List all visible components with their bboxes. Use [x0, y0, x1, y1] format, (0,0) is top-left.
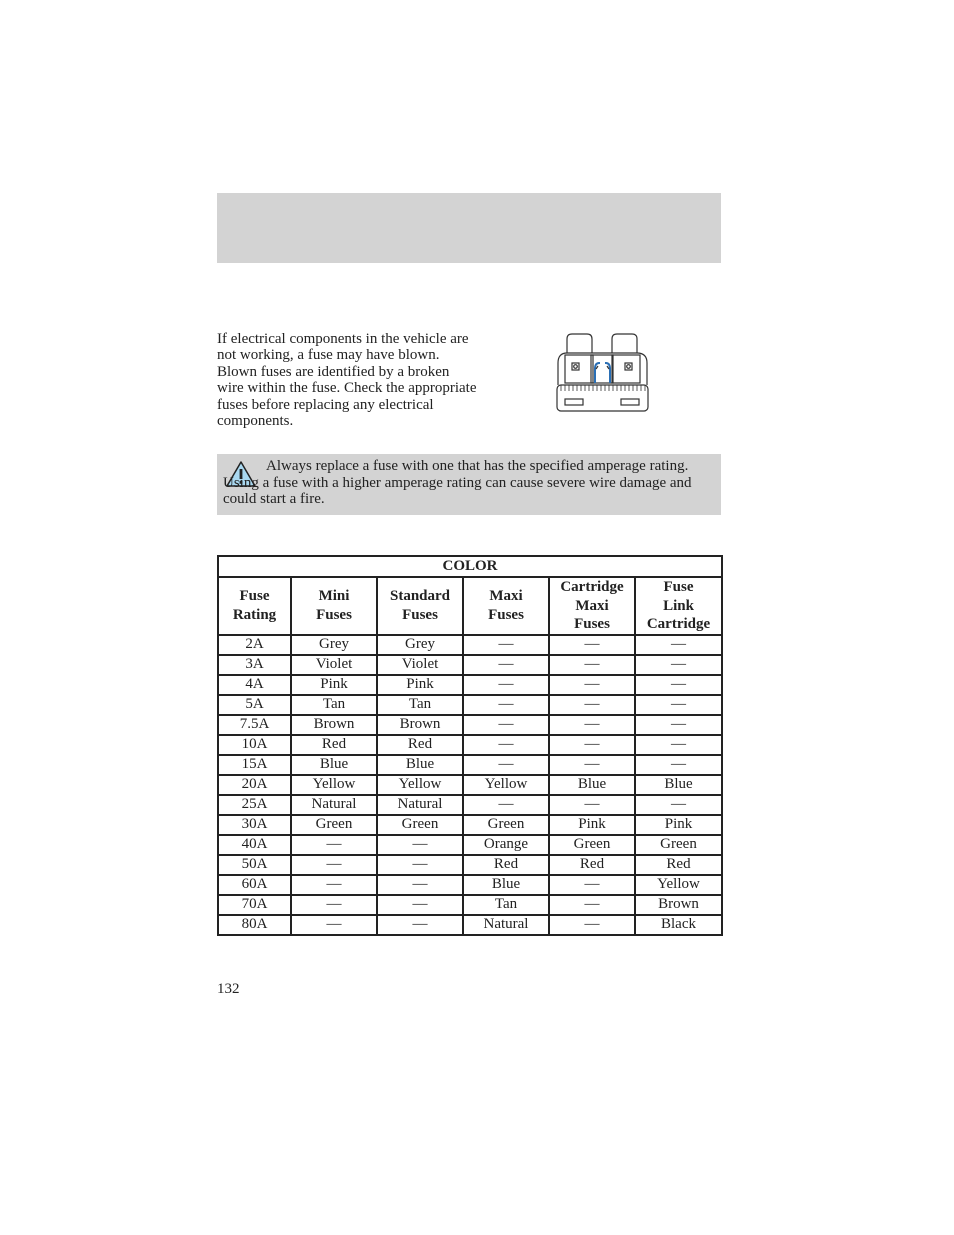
- table-cell: —: [635, 795, 722, 815]
- table-cell: 40A: [218, 835, 291, 855]
- table-cell: —: [377, 895, 463, 915]
- table-cell: 60A: [218, 875, 291, 895]
- table-cell: —: [549, 875, 635, 895]
- fuse-color-table: [217, 555, 723, 936]
- table-cell: —: [635, 695, 722, 715]
- table-cell: Tan: [291, 695, 377, 715]
- table-cell: Blue: [549, 775, 635, 795]
- table-cell: —: [463, 655, 549, 675]
- table-cell: Green: [377, 815, 463, 835]
- table-row: [218, 795, 722, 815]
- table-cell: —: [549, 715, 635, 735]
- blown-fuse-icon: [555, 333, 651, 420]
- table-row: [218, 635, 722, 655]
- table-cell: Violet: [291, 655, 377, 675]
- table-row: [218, 895, 722, 915]
- table-cell: 5A: [218, 695, 291, 715]
- table-cell: —: [635, 755, 722, 775]
- table-cell: —: [377, 875, 463, 895]
- table-row: [218, 775, 722, 795]
- table-cell: —: [549, 695, 635, 715]
- table-cell: Green: [635, 835, 722, 855]
- table-row: [218, 855, 722, 875]
- table-cell: 7.5A: [218, 715, 291, 735]
- table-cell: Grey: [291, 635, 377, 655]
- table-row: [218, 735, 722, 755]
- table-row: [218, 815, 722, 835]
- table-cell: Pink: [377, 675, 463, 695]
- table-cell: 4A: [218, 675, 291, 695]
- column-header: Mini Fuses: [291, 577, 377, 635]
- table-cell: Green: [463, 815, 549, 835]
- table-cell: Pink: [549, 815, 635, 835]
- table-cell: Blue: [463, 875, 549, 895]
- table-cell: —: [463, 755, 549, 775]
- warning-box: [217, 454, 721, 515]
- table-cell: Orange: [463, 835, 549, 855]
- table-cell: Yellow: [291, 775, 377, 795]
- table-cell: —: [291, 875, 377, 895]
- table-cell: —: [377, 835, 463, 855]
- table-cell: Yellow: [463, 775, 549, 795]
- table-group-header: COLOR: [218, 556, 722, 577]
- table-cell: —: [463, 715, 549, 735]
- table-cell: Green: [291, 815, 377, 835]
- table-cell: Violet: [377, 655, 463, 675]
- table-cell: Yellow: [635, 875, 722, 895]
- table-cell: Natural: [463, 915, 549, 935]
- table-cell: Tan: [463, 895, 549, 915]
- table-row: [218, 875, 722, 895]
- column-header: Cartridge Maxi Fuses: [549, 577, 635, 635]
- table-cell: Natural: [377, 795, 463, 815]
- table-row: [218, 655, 722, 675]
- table-cell: —: [291, 895, 377, 915]
- table-cell: —: [463, 675, 549, 695]
- table-cell: Pink: [291, 675, 377, 695]
- table-cell: Brown: [635, 895, 722, 915]
- table-cell: —: [549, 675, 635, 695]
- table-cell: Pink: [635, 815, 722, 835]
- table-cell: 3A: [218, 655, 291, 675]
- table-cell: Red: [463, 855, 549, 875]
- table-cell: —: [549, 735, 635, 755]
- warning-text: Always replace a fuse with one that has the specified amperage rating. Using a fuse with a higher amperage rating can cause severe wire damage and could start a fire.: [223, 458, 692, 507]
- table-cell: Blue: [291, 755, 377, 775]
- table-cell: Blue: [377, 755, 463, 775]
- table-cell: Tan: [377, 695, 463, 715]
- table-cell: Red: [549, 855, 635, 875]
- column-header: Fuse Link Cartridge: [635, 577, 722, 635]
- table-cell: —: [463, 735, 549, 755]
- table-cell: 50A: [218, 855, 291, 875]
- table-cell: —: [549, 755, 635, 775]
- table-cell: 80A: [218, 915, 291, 935]
- table-cell: Brown: [377, 715, 463, 735]
- table-cell: —: [635, 655, 722, 675]
- table-row: [218, 695, 722, 715]
- table-cell: Natural: [291, 795, 377, 815]
- table-cell: —: [291, 855, 377, 875]
- table-cell: 2A: [218, 635, 291, 655]
- table-cell: —: [463, 795, 549, 815]
- table-cell: Brown: [291, 715, 377, 735]
- table-row: [218, 755, 722, 775]
- table-cell: —: [635, 635, 722, 655]
- table-cell: —: [291, 835, 377, 855]
- column-header: Standard Fuses: [377, 577, 463, 635]
- table-row: [218, 915, 722, 935]
- table-cell: 20A: [218, 775, 291, 795]
- table-cell: 15A: [218, 755, 291, 775]
- table-cell: —: [463, 695, 549, 715]
- table-row: [218, 675, 722, 695]
- table-cell: 30A: [218, 815, 291, 835]
- table-cell: Blue: [635, 775, 722, 795]
- table-cell: Black: [635, 915, 722, 935]
- table-cell: —: [377, 915, 463, 935]
- table-cell: —: [549, 795, 635, 815]
- table-cell: 10A: [218, 735, 291, 755]
- table-cell: 70A: [218, 895, 291, 915]
- table-cell: Green: [549, 835, 635, 855]
- table-row: [218, 715, 722, 735]
- table-cell: —: [463, 635, 549, 655]
- table-cell: —: [635, 715, 722, 735]
- table-cell: —: [635, 735, 722, 755]
- column-header: Fuse Rating: [218, 577, 291, 635]
- table-cell: 25A: [218, 795, 291, 815]
- page-number: 132: [217, 981, 240, 997]
- section-header-bar: [217, 193, 721, 263]
- table-cell: Yellow: [377, 775, 463, 795]
- table-cell: —: [377, 855, 463, 875]
- table-cell: —: [291, 915, 377, 935]
- table-cell: —: [549, 655, 635, 675]
- table-cell: Red: [377, 735, 463, 755]
- table-row: [218, 835, 722, 855]
- column-header: Maxi Fuses: [463, 577, 549, 635]
- table-cell: —: [635, 675, 722, 695]
- table-cell: —: [549, 895, 635, 915]
- table-cell: Grey: [377, 635, 463, 655]
- table-cell: Red: [635, 855, 722, 875]
- table-cell: —: [549, 635, 635, 655]
- table-cell: —: [549, 915, 635, 935]
- table-cell: Red: [291, 735, 377, 755]
- intro-paragraph: If electrical components in the vehicle are not working, a fuse may have blown. Blown fuses are identified by a broken wire within the fuse. Check the appropriate fuses before replacing any electrical components.: [217, 331, 477, 430]
